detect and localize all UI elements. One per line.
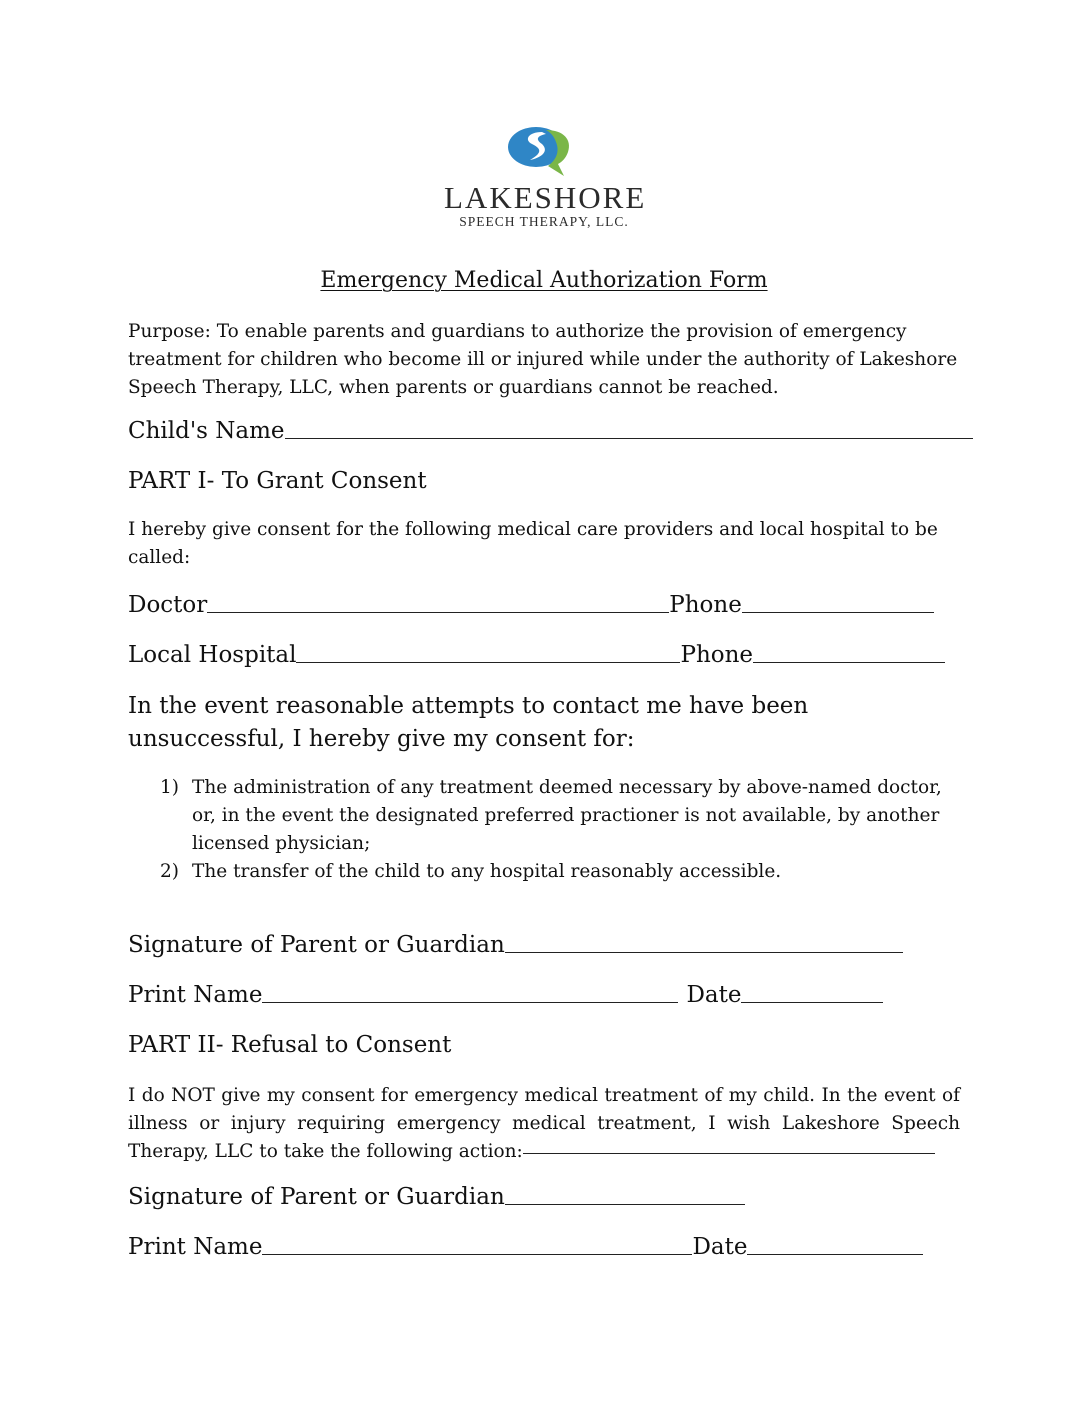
list-item-number: 2) xyxy=(160,861,179,882)
doctor-phone-field[interactable] xyxy=(742,612,934,613)
part1-date-field[interactable] xyxy=(741,1002,883,1003)
refusal-paragraph xyxy=(128,1082,960,1166)
company-logo xyxy=(444,126,647,232)
part1-signature-field[interactable] xyxy=(505,952,903,953)
part1-date-label: Date xyxy=(686,982,742,1008)
doctor-field[interactable] xyxy=(207,612,669,613)
part2-date-field[interactable] xyxy=(747,1254,923,1255)
doctor-label: Doctor xyxy=(128,592,208,618)
logo-subtitle: SPEECH THERAPY, LLC. xyxy=(459,214,629,229)
child-name-field[interactable] xyxy=(285,438,973,439)
list-item-number: 1) xyxy=(160,777,179,798)
doctor-row xyxy=(128,592,934,618)
hospital-label: Local Hospital xyxy=(128,642,297,668)
speech-bubble-icon xyxy=(506,126,574,178)
refusal-text: I do NOT give my consent for emergency medical treatment of my child. In the event of illness or injury requiring emergency medical treatment, I wish Lakeshore Speech Therapy, LLC to take the following action: xyxy=(128,1085,960,1162)
part2-signature-label: Signature of Parent or Guardian xyxy=(128,1184,505,1210)
part1-signature-label: Signature of Parent or Guardian xyxy=(128,932,505,958)
purpose-paragraph: Purpose: To enable parents and guardians to authorize the provision of emergency treatment for children who become ill or injured while under the authority of Lakeshore Speech Therapy, LLC, when parents or guardians cannot be reached. xyxy=(128,321,958,398)
part1-signature-row xyxy=(128,932,903,958)
child-name-row xyxy=(128,418,973,444)
part2-print-row xyxy=(128,1234,923,1260)
part2-print-name-label: Print Name xyxy=(128,1234,263,1260)
part1-print-row xyxy=(128,982,883,1008)
part1-heading: PART I- To Grant Consent xyxy=(128,468,427,494)
hospital-phone-field[interactable] xyxy=(753,662,945,663)
hospital-field[interactable] xyxy=(296,662,680,663)
form-title: Emergency Medical Authorization Form xyxy=(320,268,768,293)
list-item-text: The transfer of the child to any hospital reasonably accessible. xyxy=(192,861,782,882)
doctor-phone-label: Phone xyxy=(669,592,742,618)
child-name-label: Child's Name xyxy=(128,418,285,444)
part1-print-name-label: Print Name xyxy=(128,982,263,1008)
hospital-row xyxy=(128,642,945,668)
part1-intro: I hereby give consent for the following medical care providers and local hospital to be called: xyxy=(128,519,938,568)
list-item xyxy=(128,774,968,858)
consent-statement: In the event reasonable attempts to contact me have been unsuccessful, I hereby give my consent for: xyxy=(128,693,809,752)
part2-date-label: Date xyxy=(692,1234,748,1260)
part1-print-name-field[interactable] xyxy=(262,1002,678,1003)
logo-name: LAKESHORE xyxy=(444,180,647,215)
hospital-phone-label: Phone xyxy=(680,642,754,668)
list-item xyxy=(128,858,968,886)
refusal-action-field[interactable] xyxy=(523,1153,935,1154)
part2-signature-row xyxy=(128,1184,745,1210)
part2-heading: PART II- Refusal to Consent xyxy=(128,1032,452,1058)
consent-list xyxy=(128,774,968,886)
part2-print-name-field[interactable] xyxy=(262,1254,692,1255)
part2-signature-field[interactable] xyxy=(505,1204,745,1205)
list-item-text: The administration of any treatment deemed necessary by above-named doctor, or, in the event the designated preferred practioner is not available, by another licensed physician; xyxy=(192,777,942,854)
